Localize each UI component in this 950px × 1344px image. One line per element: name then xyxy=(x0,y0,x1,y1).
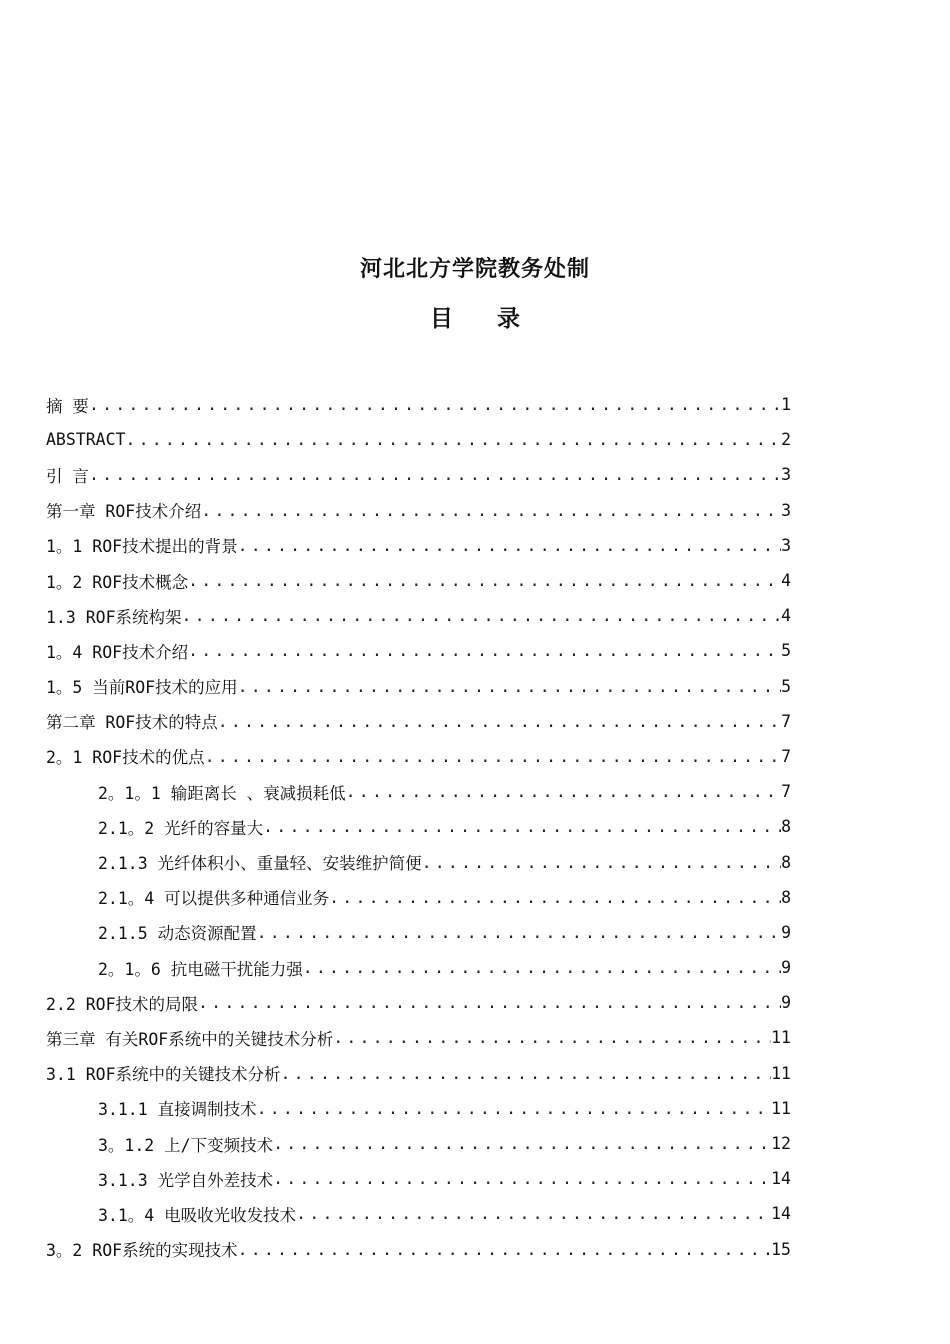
toc-entry-label: 2.2 ROF技术的局限 xyxy=(46,994,199,1014)
toc-dot-leader xyxy=(188,571,781,590)
toc-entry-page-number: 8 xyxy=(781,852,791,872)
toc-entry-label: 1.3 ROF系统构架 xyxy=(46,607,182,627)
toc-dot-leader xyxy=(329,888,781,907)
toc-entry[interactable] xyxy=(46,950,791,985)
toc-dot-leader xyxy=(238,536,781,555)
toc-entry[interactable] xyxy=(46,598,791,633)
toc-entry-label: 3。2 ROF系统的实现技术 xyxy=(46,1241,238,1261)
toc-entry-page-number: 8 xyxy=(781,817,791,837)
toc-entry-page-number: 14 xyxy=(771,1169,791,1189)
toc-entry-label: 3.1 ROF系统中的关键技术分析 xyxy=(46,1065,281,1085)
toc-entry[interactable] xyxy=(46,457,791,492)
toc-entry[interactable] xyxy=(46,387,791,422)
toc-entry-label: 3。1.2 上/下变频技术 xyxy=(98,1135,274,1155)
toc-dot-leader xyxy=(89,465,781,484)
table-of-contents xyxy=(46,387,791,1267)
toc-entry[interactable] xyxy=(46,633,791,668)
toc-entry-label: 1。5 当前ROF技术的应用 xyxy=(46,678,238,698)
toc-entry-page-number: 11 xyxy=(771,1063,791,1083)
toc-entry[interactable] xyxy=(46,422,791,457)
toc-entry-label: 2。1 ROF技术的优点 xyxy=(46,748,205,768)
toc-entry-page-number: 11 xyxy=(771,1098,791,1118)
toc-entry[interactable] xyxy=(46,563,791,598)
toc-dot-leader xyxy=(188,641,781,660)
toc-dot-leader xyxy=(263,817,781,836)
toc-entry-label: 2.1。2 光纤的容量大 xyxy=(98,818,264,838)
toc-entry-page-number: 2 xyxy=(781,430,791,450)
toc-entry[interactable] xyxy=(46,1056,791,1091)
toc-entry-page-number: 5 xyxy=(781,676,791,696)
toc-entry-label: 1。1 ROF技术提出的背景 xyxy=(46,537,238,557)
toc-entry-page-number: 11 xyxy=(771,1028,791,1048)
toc-entry[interactable] xyxy=(46,704,791,739)
toc-entry[interactable] xyxy=(46,1020,791,1055)
toc-entry[interactable] xyxy=(46,809,791,844)
toc-entry-page-number: 14 xyxy=(771,1204,791,1224)
toc-entry-page-number: 4 xyxy=(781,571,791,591)
toc-entry-page-number: 9 xyxy=(781,993,791,1013)
toc-entry-label: 摘 要 xyxy=(46,396,89,416)
toc-entry-label: 3.1.1 直接调制技术 xyxy=(98,1100,257,1120)
toc-entry[interactable] xyxy=(46,915,791,950)
toc-entry[interactable] xyxy=(46,1196,791,1231)
toc-title: 目 录 xyxy=(429,305,538,332)
institution-title: 河北北方学院教务处制 xyxy=(359,256,590,282)
toc-entry-label: ABSTRACT xyxy=(46,430,126,450)
toc-entry-label: 2.1.3 光纤体积小、重量轻、安装维护简便 xyxy=(98,854,422,874)
toc-entry-label: 3.1.3 光学自外差技术 xyxy=(98,1170,274,1190)
toc-dot-leader xyxy=(182,606,782,625)
toc-entry[interactable] xyxy=(46,880,791,915)
toc-dot-leader xyxy=(273,1169,771,1188)
toc-dot-leader xyxy=(238,1240,772,1259)
toc-entry[interactable] xyxy=(46,774,791,809)
toc-dot-leader xyxy=(125,430,781,449)
toc-entry-label: 3.1。4 电吸收光收发技术 xyxy=(98,1205,297,1225)
toc-entry-page-number: 3 xyxy=(781,465,791,485)
toc-entry-page-number: 15 xyxy=(771,1239,791,1259)
toc-entry-page-number: 1 xyxy=(781,395,791,415)
toc-dot-leader xyxy=(303,958,781,977)
toc-dot-leader xyxy=(205,747,781,766)
toc-entry-label: 2。1。6 抗电磁干扰能力强 xyxy=(98,959,303,979)
toc-entry-label: 第一章 ROF技术介绍 xyxy=(46,502,202,522)
toc-dot-leader xyxy=(257,1099,772,1118)
toc-entry-page-number: 4 xyxy=(781,606,791,626)
toc-dot-leader xyxy=(218,712,781,731)
toc-entry-label: 1。4 ROF技术介绍 xyxy=(46,642,189,662)
toc-entry[interactable] xyxy=(46,528,791,563)
toc-dot-leader xyxy=(281,1064,772,1083)
toc-dot-leader xyxy=(198,993,781,1012)
toc-entry[interactable] xyxy=(46,1126,791,1161)
toc-entry-page-number: 9 xyxy=(781,958,791,978)
toc-dot-leader xyxy=(422,853,781,872)
toc-entry-page-number: 8 xyxy=(781,887,791,907)
toc-dot-leader xyxy=(296,1204,771,1223)
toc-entry[interactable] xyxy=(46,1091,791,1126)
toc-entry-label: 2.1。4 可以提供多种通信业务 xyxy=(98,889,330,909)
toc-dot-leader xyxy=(346,782,781,801)
toc-entry[interactable] xyxy=(46,669,791,704)
toc-entry-page-number: 7 xyxy=(781,711,791,731)
toc-entry-page-number: 7 xyxy=(781,746,791,766)
toc-entry[interactable] xyxy=(46,1232,791,1267)
toc-entry-page-number: 12 xyxy=(771,1134,791,1154)
toc-entry-label: 1。2 ROF技术概念 xyxy=(46,572,189,592)
toc-entry-label: 第二章 ROF技术的特点 xyxy=(46,713,218,733)
toc-entry-page-number: 3 xyxy=(781,500,791,520)
toc-entry[interactable] xyxy=(46,844,791,879)
toc-entry[interactable] xyxy=(46,1161,791,1196)
toc-entry-page-number: 9 xyxy=(781,922,791,942)
toc-entry[interactable] xyxy=(46,985,791,1020)
toc-entry-label: 第三章 有关ROF系统中的关键技术分析 xyxy=(46,1029,334,1049)
toc-dot-leader xyxy=(257,923,781,942)
toc-dot-leader xyxy=(333,1028,771,1047)
toc-entry[interactable] xyxy=(46,493,791,528)
toc-entry-page-number: 5 xyxy=(781,641,791,661)
toc-entry-label: 2。1。1 输距离长 、衰减损耗低 xyxy=(98,783,346,803)
toc-entry-page-number: 7 xyxy=(781,782,791,802)
toc-dot-leader xyxy=(238,677,781,696)
toc-dot-leader xyxy=(201,501,781,520)
toc-entry[interactable] xyxy=(46,739,791,774)
toc-entry-page-number: 3 xyxy=(781,535,791,555)
toc-dot-leader xyxy=(89,395,781,414)
toc-dot-leader xyxy=(273,1134,771,1153)
toc-entry-label: 2.1.5 动态资源配置 xyxy=(98,924,257,944)
toc-entry-label: 引 言 xyxy=(46,466,89,486)
